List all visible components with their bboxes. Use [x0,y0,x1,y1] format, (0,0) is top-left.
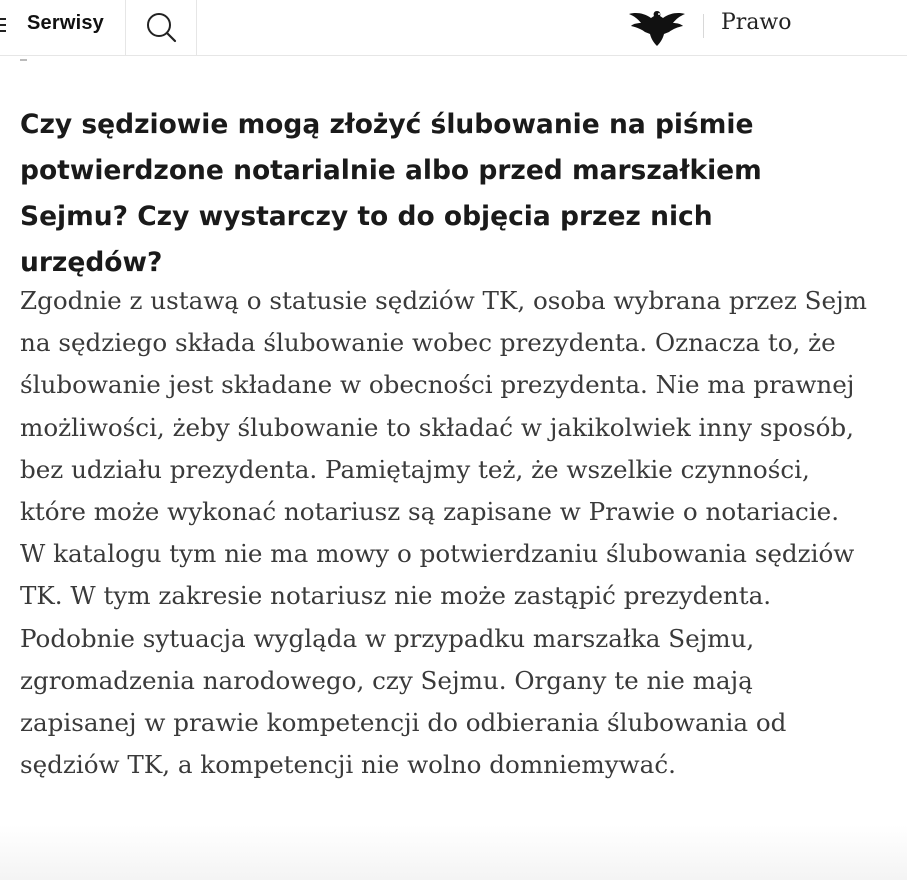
hamburger-menu-icon[interactable] [0,16,6,34]
answer-paragraph: Zgodnie z ustawą o statusie sędziów TK, osoba wybrana przez Sejm na sędziego składa ślubowanie wobec prezydenta. Oznacza to, że ślubowanie jest składane w obecności prezydenta. Nie ma prawnej możliwości, żeby ślubowanie to składać w jakikolwiek inny sposób, bez udziału prezydenta. Pamiętajmy też, że wszelkie czynności, które może wykonać notariusz są zapisane w Prawie o notariacie. W katalogu tym nie ma mowy o potwierdzaniu ślubowania sędziów TK. W tym zakresie notariusz nie może zastąpić prezydenta. Podobnie sytuacja wygląda w przypadku marszałka Sejmu, zgromadzenia narodowego, czy Sejmu. Organy te nie mają zapisanej w prawie kompetencji do odbierania ślubowania od sędziów TK, a kompetencji nie wolno domniemywać. [20,286,867,780]
services-menu-button[interactable]: Serwisy [27,12,105,34]
top-navigation-bar [0,0,907,56]
article-content [20,102,890,786]
search-icon [144,10,178,44]
question-heading: Czy sędziowie mogą złożyć ślubowanie na piśmie potwierdzone notarialnie albo przed marszałkiem Sejmu? Czy wystarczy to do objęcia przez nich urzędów? [20,109,762,278]
nav-divider [196,0,197,55]
logo-divider [703,14,704,38]
section-link-prawo[interactable]: Prawo [721,10,792,35]
bottom-fade [0,825,907,880]
eagle-logo-icon[interactable] [626,5,688,47]
separator-mark [20,59,27,61]
search-button[interactable] [126,0,196,55]
